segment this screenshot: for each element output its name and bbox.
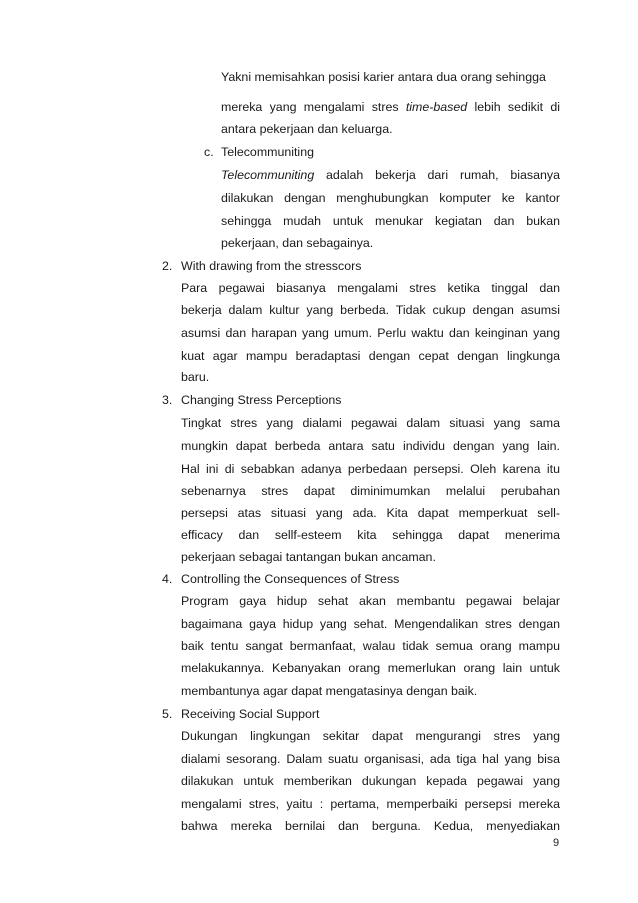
text-line: antara pekerjaan dan keluarga. [221,122,393,136]
text-line: Hal ini di sebabkan adanya perbedaan persepsi. Oleh karena itu [181,462,560,476]
section-heading: Receiving Social Support [181,707,320,721]
section-heading: Controlling the Consequences of Stress [181,572,400,586]
list-marker: c. [204,145,214,159]
text-line: dilakukan dengan menghubungkan komputer ke kantor [221,191,560,205]
text-line: melakukannya. Kebanyakan orang memerlukan orang lain untuk [181,661,560,675]
text-line: dilakukan untuk memberikan dukungan kepada pegawai yang [181,774,560,788]
text-line: asumsi dan harapan yang umum. Perlu waktu dan keinginan yang [181,326,560,340]
page-number: 9 [553,837,560,849]
text-line: mungkin dapat berbeda antara satu individu dengan yang lain. [181,439,560,453]
list-marker: 3. [162,393,173,407]
text-line: kuat agar mampu beradaptasi dengan cepat dengan lingkunga [181,349,560,363]
text-line: membantunya agar dapat mengatasinya dengan baik. [181,684,478,698]
text-line: baru. [181,370,210,384]
text-line: baik tentu sangat bermanfaat, walau tidak semua orang mampu [181,639,560,653]
list-marker: 2. [162,259,173,273]
section-heading: Changing Stress Perceptions [181,393,342,407]
text-line: efficacy dan sellf-esteem kita sehingga dapat menerima [181,528,560,542]
text-line: bagaimana gaya hidup yang sehat. Mengendalikan stres dengan [181,617,560,631]
text-line: dialami sesorang. Dalam suatu organisasi, ada tiga hal yang bisa [181,752,560,766]
text-line: Dukungan lingkungan sekitar dapat mengurangi stres yang [181,729,560,743]
text-line: mengalami stres, yaitu : pertama, memperbaiki persepsi mereka [181,797,560,811]
text-line: pekerjaan, dan sebagainya. [221,236,374,250]
text-line: Program gaya hidup sehat akan membantu pegawai belajar [181,594,560,608]
text-line: Yakni memisahkan posisi karier antara dua orang sehingga [221,70,546,84]
text-line: Tingkat stres yang dialami pegawai dalam situasi yang sama [181,416,560,430]
text-line: persepsi atas situasi yang ada. Kita dapat memperkuat sell- [181,506,560,520]
text-line: bekerja dalam kultur yang berbeda. Tidak cukup dengan asumsi [181,303,560,317]
section-heading: With drawing from the stresscors [181,259,362,273]
section-heading: Telecommuniting [221,145,314,159]
text-line: Para pegawai biasanya mengalami stres ketika tinggal dan [181,281,560,295]
text-line: bahwa mereka bernilai dan berguna. Kedua, menyediakan [181,819,560,833]
text-line: sebenarnya stres dapat diminimumkan melalui perubahan [181,484,560,498]
text-line: mereka yang mengalami stres time-based lebih sedikit di [221,100,560,114]
text-line: Telecommuniting adalah bekerja dari rumah, biasanya [221,168,560,182]
text-line: sehingga mudah untuk menukar kegiatan dan bukan [221,214,560,228]
list-marker: 5. [162,707,173,721]
list-marker: 4. [162,572,173,586]
text-line: pekerjaan sebagai tantangan bukan ancaman. [181,550,436,564]
